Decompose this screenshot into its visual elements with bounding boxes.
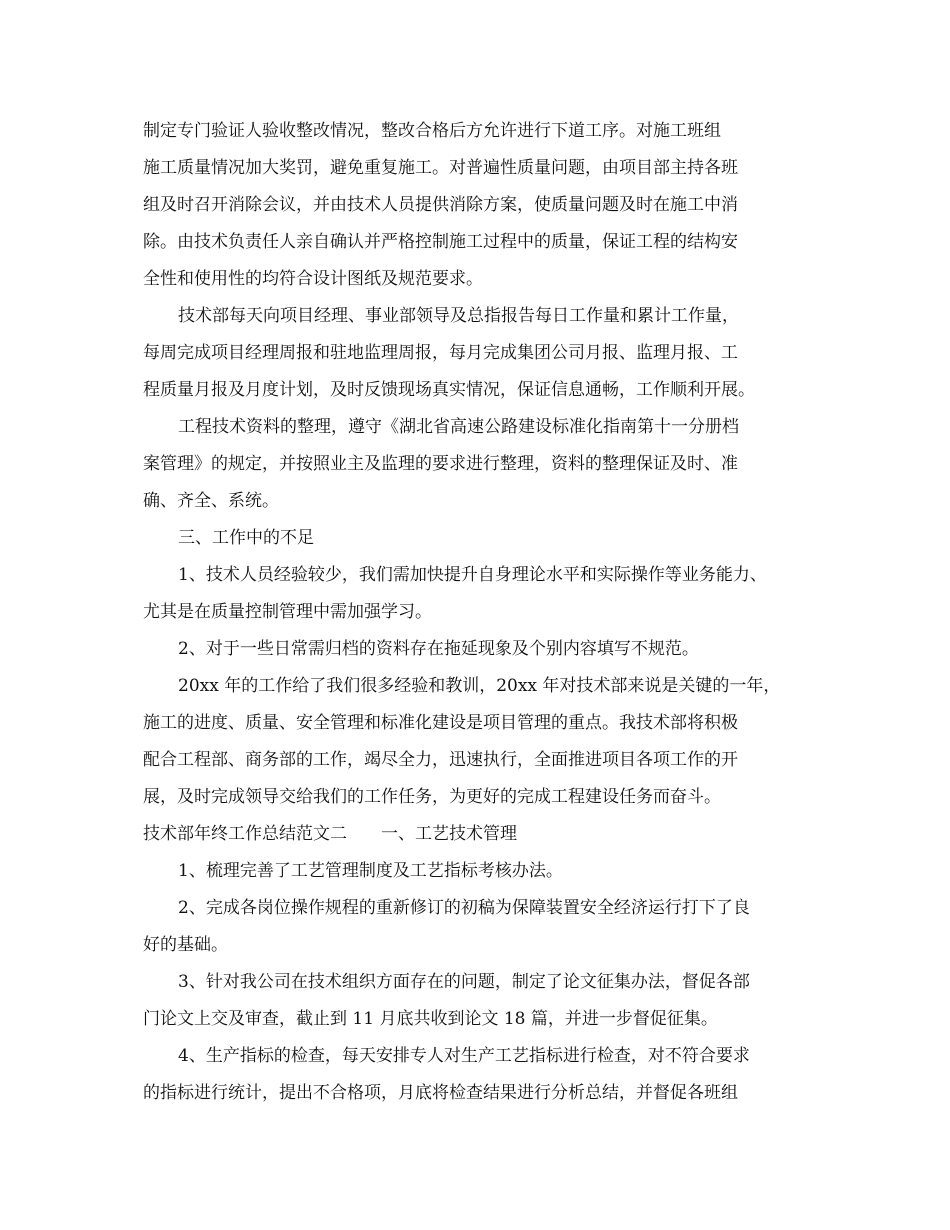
text-line: 除。由技术负责任人亲自确认并严格控制施工过程中的质量，保证工程的结构安 xyxy=(143,232,738,252)
text-line: 2、对于一些日常需归档的资料存在拖延现象及个别内容填写不规范。 xyxy=(178,639,699,659)
text-line: 3、针对我公司在技术组织方面存在的问题，制定了论文征集办法，督促各部 xyxy=(178,972,750,992)
text-line: 全性和使用性的均符合设计图纸及规范要求。 xyxy=(143,269,483,289)
text-line: 案管理》的规定，并按照业主及监理的要求进行整理，资料的整理保证及时、准 xyxy=(143,454,738,474)
text-line: 组及时召开消除会议，并由技术人员提供消除方案，使质量问题及时在施工中消 xyxy=(143,195,738,215)
text-line: 的指标进行统计，提出不合格项，月底将检查结果进行分析总结，并督促各班组 xyxy=(143,1083,738,1103)
text-line: 门论文上交及审查，截止到 11 月底共收到论文 18 篇，并进一步督促征集。 xyxy=(143,1009,718,1029)
text-line: 配合工程部、商务部的工作，竭尽全力，迅速执行，全面推进项目各项工作的开 xyxy=(143,750,738,770)
text-line: 展，及时完成领导交给我们的工作任务，为更好的完成工程建设任务而奋斗。 xyxy=(143,787,721,807)
text-line: 确、齐全、系统。 xyxy=(143,491,279,511)
text-line: 工程技术资料的整理，遵守《湖北省高速公路建设标准化指南第十一分册档 xyxy=(178,417,739,437)
text-line: 制定专门验证人验收整改情况，整改合格后方允许进行下道工序。对施工班组 xyxy=(143,121,721,141)
text-line: 4、生产指标的检查，每天安排专人对生产工艺指标进行检查，对不符合要求 xyxy=(178,1046,750,1066)
text-line: 程质量月报及月度计划，及时反馈现场真实情况，保证信息通畅，工作顺利开展。 xyxy=(143,380,755,400)
section-heading: 三、工作中的不足 xyxy=(178,528,314,548)
text-line: 1、技术人员经验较少，我们需加快提升自身理论水平和实际操作等业务能力、 xyxy=(178,565,767,585)
text-line: 尤其是在质量控制管理中需加强学习。 xyxy=(143,602,432,622)
text-line: 每周完成项目经理周报和驻地监理周报，每月完成集团公司月报、监理月报、工 xyxy=(143,343,738,363)
text-line: 2、完成各岗位操作规程的重新修订的初稿为保障装置安全经济运行打下了良 xyxy=(178,898,750,918)
section-heading: 一、工艺技术管理 xyxy=(381,824,517,844)
document-title: 技术部年终工作总结范文二 xyxy=(143,824,347,844)
text-line: 施工的进度、质量、安全管理和标准化建设是项目管理的重点。我技术部将积极 xyxy=(143,713,738,733)
text-line: 好的基础。 xyxy=(143,935,228,955)
text-line: 技术部每天向项目经理、事业部领导及总指报告每日工作量和累计工作量， xyxy=(178,306,739,326)
text-line: 1、梳理完善了工艺管理制度及工艺指标考核办法。 xyxy=(178,861,563,881)
text-line: 20xx 年的工作给了我们很多经验和教训，20xx 年对技术部来说是关键的一年， xyxy=(178,676,781,696)
document-title-line xyxy=(143,815,833,853)
text-line: 施工质量情况加大奖罚，避免重复施工。对普遍性质量问题，由项目部主持各班 xyxy=(143,158,738,178)
